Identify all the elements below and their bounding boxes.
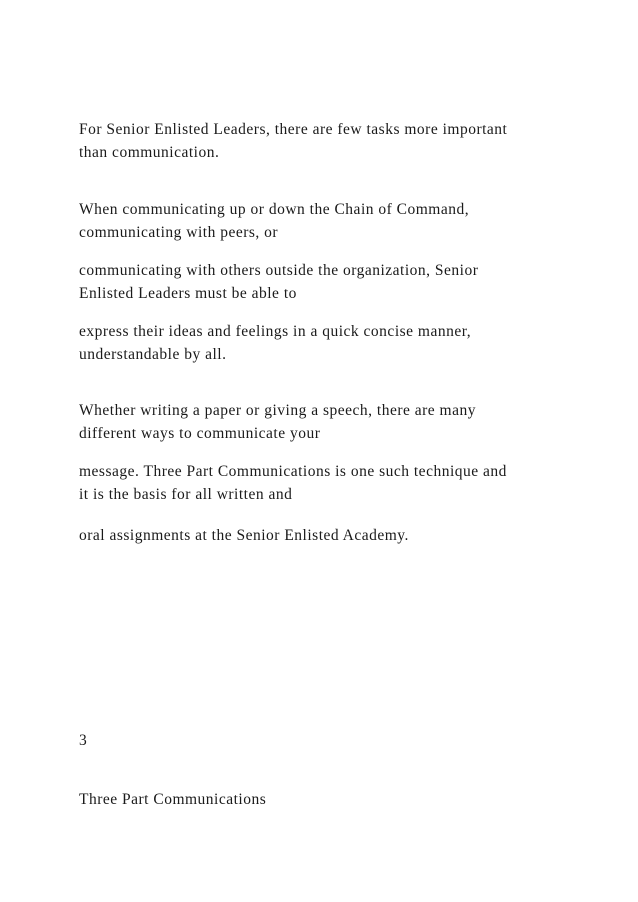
page-number xyxy=(79,729,579,752)
paragraph-line: different ways to communicate your xyxy=(79,425,321,442)
paragraph-line: communicating with peers, or xyxy=(79,224,279,241)
paragraph-outside-organization xyxy=(79,259,579,305)
paragraph-chain-of-command xyxy=(79,198,579,244)
paragraph-intro xyxy=(79,118,579,164)
paragraph-line: communicating with others outside the organization, Senior xyxy=(79,262,479,279)
paragraph-express-ideas xyxy=(79,320,579,366)
paragraph-line: Enlisted Leaders must be able to xyxy=(79,285,297,302)
section-title-text: Three Part Communications xyxy=(79,791,267,808)
paragraph-line: When communicating up or down the Chain of Command, xyxy=(79,201,470,218)
page-number-text: 3 xyxy=(79,732,88,749)
paragraph-line: oral assignments at the Senior Enlisted Academy. xyxy=(79,527,409,544)
paragraph-line: message. Three Part Communications is one such technique and xyxy=(79,463,507,480)
paragraph-three-part-technique xyxy=(79,460,579,506)
section-title xyxy=(79,788,579,811)
paragraph-line: express their ideas and feelings in a quick concise manner, xyxy=(79,323,472,340)
paragraph-line: Whether writing a paper or giving a speech, there are many xyxy=(79,402,476,419)
paragraph-line: For Senior Enlisted Leaders, there are few tasks more important xyxy=(79,121,508,138)
paragraph-oral-assignments xyxy=(79,524,579,547)
paragraph-line: than communication. xyxy=(79,144,220,161)
paragraph-line: it is the basis for all written and xyxy=(79,486,293,503)
paragraph-writing-or-speech xyxy=(79,399,579,445)
paragraph-line: understandable by all. xyxy=(79,346,227,363)
